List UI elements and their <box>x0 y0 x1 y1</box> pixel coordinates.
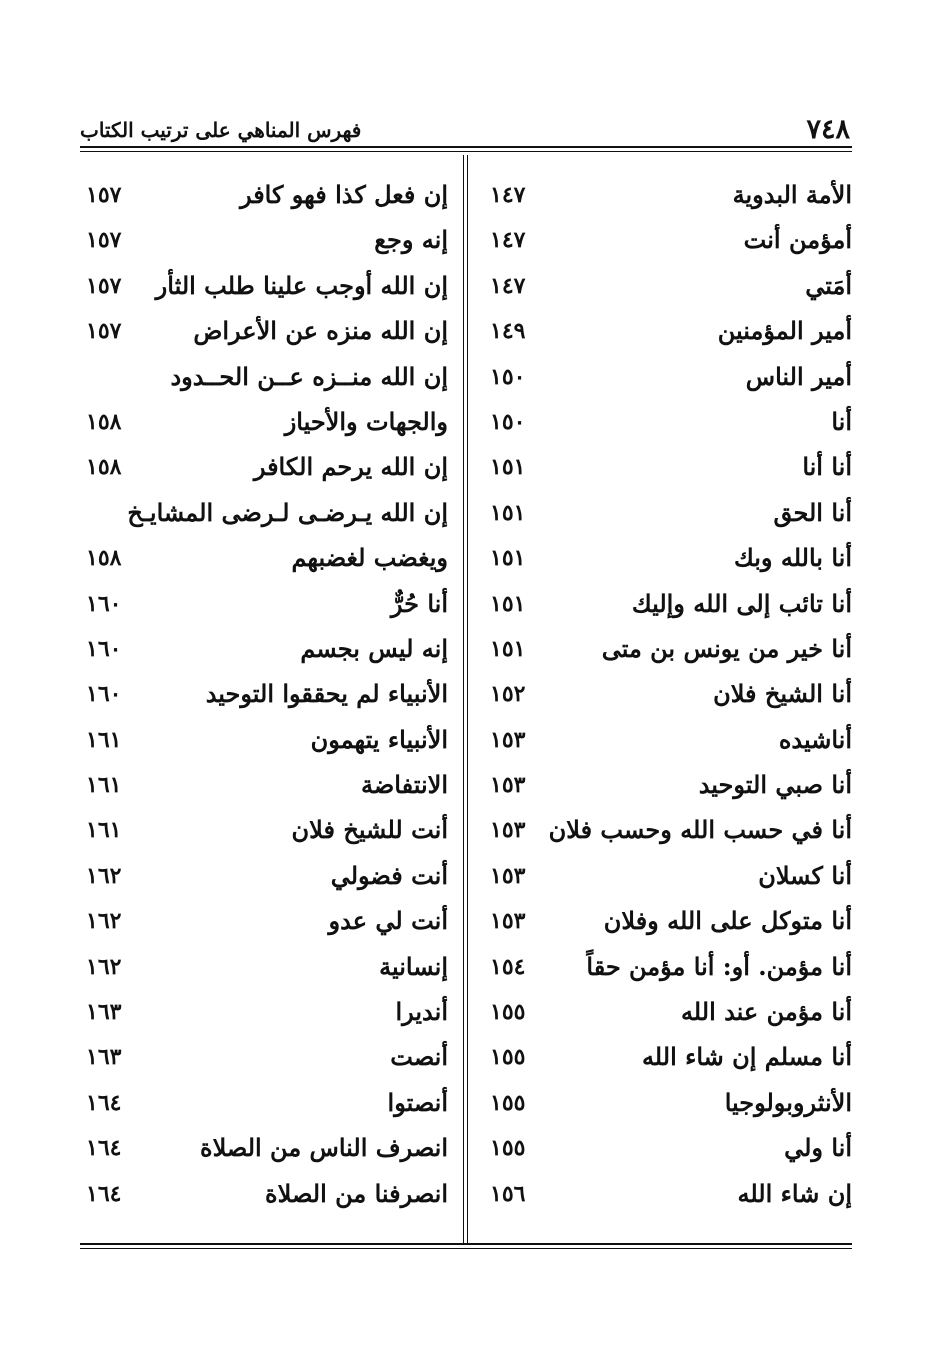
entry-page-number: ١٥٣ <box>490 862 526 889</box>
entry-page-number: ١٥٠ <box>490 363 526 390</box>
running-title: فهرس المناهي على ترتيب الكتاب <box>80 118 362 142</box>
entry-text: أنا مؤمن عند الله <box>680 997 852 1027</box>
entry-page-number: ١٥١ <box>490 454 526 481</box>
entry-text: إن الله منــزه عــن الحــدود <box>170 361 448 391</box>
index-entry <box>490 1042 852 1087</box>
entry-page-number: ١٥٥ <box>490 999 526 1026</box>
entry-text: أنا الشيخ فلان <box>713 679 852 709</box>
index-entry <box>490 906 852 951</box>
entry-page-number: ١٦٠ <box>86 590 122 617</box>
entry-page-number: ١٦١ <box>86 726 122 753</box>
entry-text: الأمة البدوية <box>732 180 852 209</box>
entry-text: أنا ولي <box>784 1133 852 1163</box>
entry-page-number: ١٤٧ <box>490 182 526 208</box>
entry-text: أنا حُرٌّ <box>390 588 448 618</box>
entry-page-number: ١٥٥ <box>490 1089 526 1116</box>
entry-page-number: ١٥٦ <box>490 1180 526 1207</box>
index-entry <box>86 362 448 407</box>
entry-text: أنا كسلان <box>758 860 852 890</box>
index-entry <box>490 1133 852 1178</box>
entry-text: أنا في حسب الله وحسب فلان <box>548 815 852 845</box>
index-entry <box>490 316 852 361</box>
index-entry <box>86 407 448 452</box>
entry-page-number: ١٥٨ <box>86 454 122 481</box>
footer-rule-top <box>80 1243 852 1245</box>
header-rule-bottom <box>80 151 852 152</box>
entry-page-number: ١٦٣ <box>86 999 122 1026</box>
entry-text: أنا بالله وبك <box>734 543 852 573</box>
index-entry <box>86 770 448 815</box>
entry-text: والجهات والأحياز <box>284 406 448 436</box>
index-entry <box>490 770 852 815</box>
entry-page-number: ١٤٩ <box>490 318 526 345</box>
index-entry <box>490 180 852 225</box>
index-entry <box>490 498 852 543</box>
entry-page-number: ١٥٧ <box>86 318 122 345</box>
entry-text: انصرفنا من الصلاة <box>265 1178 448 1208</box>
index-entry <box>490 589 852 634</box>
index-entry <box>86 225 448 270</box>
header-rule-top <box>80 146 852 148</box>
entry-text: ويغضب لغضبهم <box>291 543 448 573</box>
entry-page-number: ١٦٢ <box>86 953 122 980</box>
entry-page-number: ١٥٧ <box>86 227 122 254</box>
entry-text: أنا <box>831 406 852 436</box>
entry-text: إنسانية <box>379 951 448 981</box>
entry-text: أمير الناس <box>745 361 852 391</box>
index-entry <box>86 1133 448 1178</box>
index-entry <box>86 679 448 724</box>
index-entry <box>490 452 852 497</box>
entry-page-number: ١٥٨ <box>86 545 122 572</box>
entry-text: إن الله يرحم الكافر <box>253 452 448 482</box>
entry-page-number: ١٦٤ <box>86 1135 122 1162</box>
index-entry <box>490 634 852 679</box>
entry-page-number: ١٥٠ <box>490 408 526 435</box>
entry-page-number: ١٥٥ <box>490 1135 526 1162</box>
entry-text: الأنبياء يتهمون <box>310 724 448 754</box>
entry-page-number: ١٥٣ <box>490 908 526 935</box>
entry-page-number: ١٥٣ <box>490 817 526 844</box>
entry-text: إن الله يـرضـى لـرضى المشايـخ <box>127 497 448 527</box>
index-entry <box>86 543 448 588</box>
entry-text: أنصتوا <box>387 1087 448 1117</box>
entry-text: إن فعل كذا فهو كافر <box>239 180 448 209</box>
entry-page-number: ١٦٠ <box>86 635 122 662</box>
entry-text: الأنثروبولوجيا <box>724 1087 852 1117</box>
index-entry <box>86 1179 448 1224</box>
index-entry <box>86 1088 448 1133</box>
index-entry <box>86 316 448 361</box>
index-entry <box>490 1179 852 1224</box>
entry-page-number: ١٦٣ <box>86 1044 122 1071</box>
entry-page-number: ١٦٢ <box>86 862 122 889</box>
entry-page-number: ١٦٠ <box>86 681 122 708</box>
entry-page-number: ١٥٨ <box>86 408 122 435</box>
entry-page-number: ١٦٢ <box>86 908 122 935</box>
entry-page-number: ١٥٢ <box>490 681 526 708</box>
entry-text: أنت للشيخ فلان <box>291 815 448 845</box>
index-entry <box>86 952 448 997</box>
entry-text: أنت لي عدو <box>328 906 448 936</box>
index-entry <box>86 452 448 497</box>
entry-text: أنا أنا <box>802 452 852 482</box>
entry-text: إنه ليس بجسم <box>300 633 448 663</box>
entry-text: أنصت <box>390 1042 448 1072</box>
entry-text: أنا مسلم إن شاء الله <box>641 1042 852 1072</box>
entry-text: إن الله منزه عن الأعراض <box>193 316 448 346</box>
index-entry <box>490 362 852 407</box>
index-entry <box>490 861 852 906</box>
column-divider <box>463 155 468 1243</box>
index-entry <box>490 1088 852 1133</box>
index-entry <box>86 589 448 634</box>
index-entry <box>86 634 448 679</box>
entry-page-number: ١٥٣ <box>490 726 526 753</box>
entry-text: أمؤمن أنت <box>743 225 852 255</box>
index-entry <box>490 725 852 770</box>
entry-text: الانتفاضة <box>361 770 448 800</box>
entry-text: إن الله أوجب علينا طلب الثأر <box>155 270 448 300</box>
entry-page-number: ١٥٣ <box>490 772 526 799</box>
entry-text: أنا متوكل على الله وفلان <box>603 906 852 936</box>
entry-text: إن شاء الله <box>737 1178 852 1208</box>
index-column-left <box>86 180 448 1224</box>
entry-text: أنديرا <box>395 997 448 1027</box>
entry-page-number: ١٦١ <box>86 772 122 799</box>
entry-page-number: ١٦١ <box>86 817 122 844</box>
entry-page-number: ١٦٤ <box>86 1180 122 1207</box>
entry-text: إنه وجع <box>374 225 448 255</box>
index-entry <box>490 225 852 270</box>
entry-page-number: ١٥١ <box>490 635 526 662</box>
entry-page-number: ١٥٧ <box>86 182 122 208</box>
entry-text: أنا خير من يونس بن متى <box>601 633 852 663</box>
page-header <box>80 108 852 148</box>
page-number: ٧٤٨ <box>806 114 850 145</box>
index-entry <box>86 271 448 316</box>
entry-page-number: ١٥١ <box>490 499 526 526</box>
entry-text: أمَتي <box>805 270 852 300</box>
footer-rule-bottom <box>80 1248 852 1249</box>
entry-page-number: ١٥٥ <box>490 1044 526 1071</box>
entry-page-number: ١٥٧ <box>86 272 122 299</box>
index-entry <box>86 498 448 543</box>
entry-page-number: ١٥٤ <box>490 953 526 980</box>
entry-text: أنا صبي التوحيد <box>698 770 852 800</box>
index-entry <box>490 815 852 860</box>
index-entry <box>86 180 448 225</box>
entry-text: انصرف الناس من الصلاة <box>200 1133 448 1163</box>
index-entry <box>86 997 448 1042</box>
index-entry <box>86 1042 448 1087</box>
entry-text: أنا تائب إلى الله وإليك <box>631 588 852 618</box>
entry-page-number: ١٤٧ <box>490 227 526 254</box>
entry-text: الأنبياء لم يحققوا التوحيد <box>205 679 448 709</box>
index-entry <box>86 861 448 906</box>
entry-text: أمير المؤمنين <box>717 316 852 346</box>
index-entry <box>490 679 852 724</box>
index-entry <box>86 906 448 951</box>
index-column-right <box>490 180 852 1224</box>
entry-text: أنا مؤمن. أو: أنا مؤمن حقاً <box>586 951 852 981</box>
entry-page-number: ١٥١ <box>490 545 526 572</box>
index-entry <box>490 997 852 1042</box>
entry-text: أنت فضولي <box>330 860 448 890</box>
index-entry <box>490 407 852 452</box>
index-entry <box>490 271 852 316</box>
entry-page-number: ١٥١ <box>490 590 526 617</box>
entry-page-number: ١٤٧ <box>490 272 526 299</box>
entry-text: أناشيده <box>778 724 852 754</box>
index-entry <box>86 725 448 770</box>
index-entry <box>86 815 448 860</box>
entry-text: أنا الحق <box>773 497 852 527</box>
index-entry <box>490 952 852 997</box>
entry-page-number: ١٦٤ <box>86 1089 122 1116</box>
index-entry <box>490 543 852 588</box>
